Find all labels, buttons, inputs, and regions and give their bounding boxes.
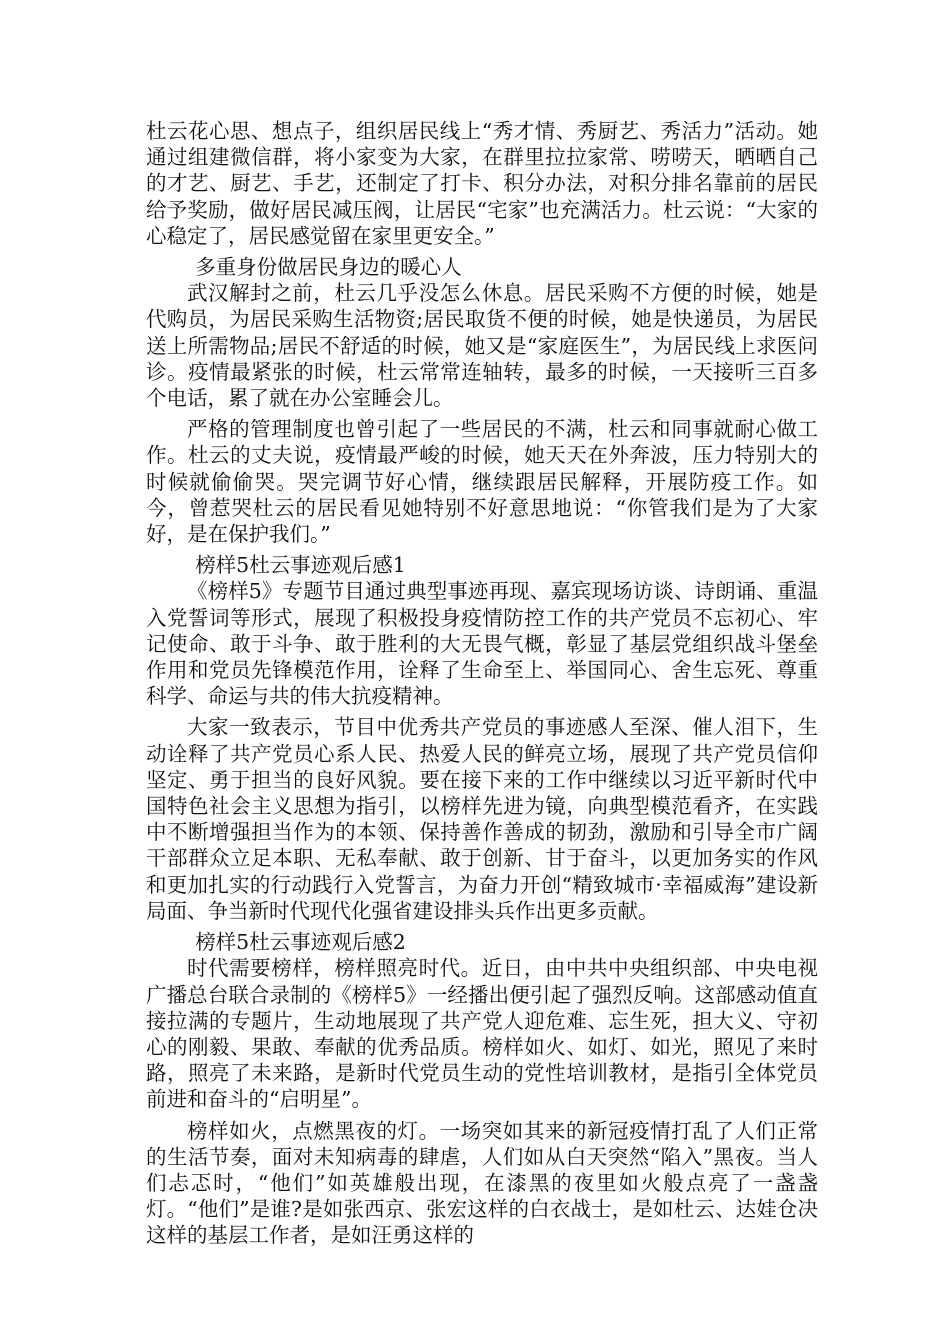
paragraph-3: 严格的管理制度也曾引起了一些居民的不满，杜云和同事就耐心做工作。杜云的丈夫说，疫情最严峻的时候，她天天在外奔波，压力特别大的时候就偷偷哭。哭完调节好心情，继续跟居民解释，开展防疫工作。如今，曾惹哭杜云的居民看见她特别不好意思地说：“你管我们是为了大家好，是在保护我们。” <box>146 417 818 547</box>
section-heading-2: 榜样5杜云事迹观后感1 <box>195 553 406 578</box>
document-page <box>146 118 818 1254</box>
paragraph-5: 大家一致表示，节目中优秀共产党员的事迹感人至深、催人泪下，生动诠释了共产党员心系人民、热爱人民的鲜亮立场，展现了共产党员信仰坚定、勇于担当的良好风貌。要在接下来的工作中继续以习近平新时代中国特色社会主义思想为指引，以榜样先进为镜，向典型模范看齐，在实践中不断增强担当作为的本领、保持善作善成的韧劲，激励和引导全市广阔干部群众立足本职、无私奉献、敢于创新、甘于奋斗，以更加务实的作风和更加扎实的行动践行入党誓言，为奋力开创“精致城市·幸福威海”建设新局面、争当新时代现代化强省建设排头兵作出更多贡献。 <box>146 715 818 923</box>
paragraph-1: 杜云花心思、想点子，组织居民线上“秀才情、秀厨艺、秀活力”活动。她通过组建微信群，将小家变为大家，在群里拉拉家常、唠唠天，晒晒自己的才艺、厨艺、手艺，还制定了打卡、积分办法，对积分排名靠前的居民给予奖励，做好居民减压阀，让居民“宅家”也充满活力。杜云说：“大家的心稳定了，居民感觉留在家里更安全。” <box>146 119 818 248</box>
section-heading-1: 多重身份做居民身边的暖心人 <box>195 255 462 280</box>
section-heading-3: 榜样5杜云事迹观后感2 <box>195 930 406 955</box>
paragraph-6: 时代需要榜样，榜样照亮时代。近日，由中共中央组织部、中央电视广播总台联合录制的《榜样5》一经播出便引起了强烈反响。这部感动值直接拉满的专题片，生动地展现了共产党人迎危难、忘生死，担大义、守初心的刚毅、果敢、奉献的优秀品质。榜样如火、如灯、如光，照见了来时路，照亮了未来路，是新时代党员生动的党性培训教材，是指引全体党员前进和奋斗的“启明星”。 <box>146 956 818 1112</box>
paragraph-7: 榜样如火，点燃黑夜的灯。一场突如其来的新冠疫情打乱了人们正常的生活节奏，面对未知病毒的肆虐，人们如从白天突然“陷入”黑夜。当人们忐忑时，“他们”如英雄般出现，在漆黑的夜里如火般点亮了一盏盏灯。“他们”是谁?是如张西京、张宏这样的白衣战士，是如杜云、达娃仓决这样的基层工作者，是如汪勇这样的 <box>146 1118 818 1248</box>
paragraph-2: 武汉解封之前，杜云几乎没怎么休息。居民采购不方便的时候，她是代购员，为居民采购生活物资;居民取货不便的时候，她是快递员，为居民送上所需物品;居民不舒适的时候，她又是“家庭医生”，为居民线上求医问诊。疫情最紧张的时候，杜云常常连轴转，最多的时候，一天接听三百多个电话，累了就在办公室睡会儿。 <box>146 281 818 411</box>
paragraph-4: 《榜样5》专题节目通过典型事迹再现、嘉宾现场访谈、诗朗诵、重温入党誓词等形式，展现了积极投身疫情防控工作的共产党员不忘初心、牢记使命、敢于斗争、敢于胜利的大无畏气概，彰显了基层党组织战斗堡垒作用和党员先锋模范作用，诠释了生命至上、举国同心、舍生忘死、尊重科学、命运与共的伟大抗疫精神。 <box>146 579 818 709</box>
